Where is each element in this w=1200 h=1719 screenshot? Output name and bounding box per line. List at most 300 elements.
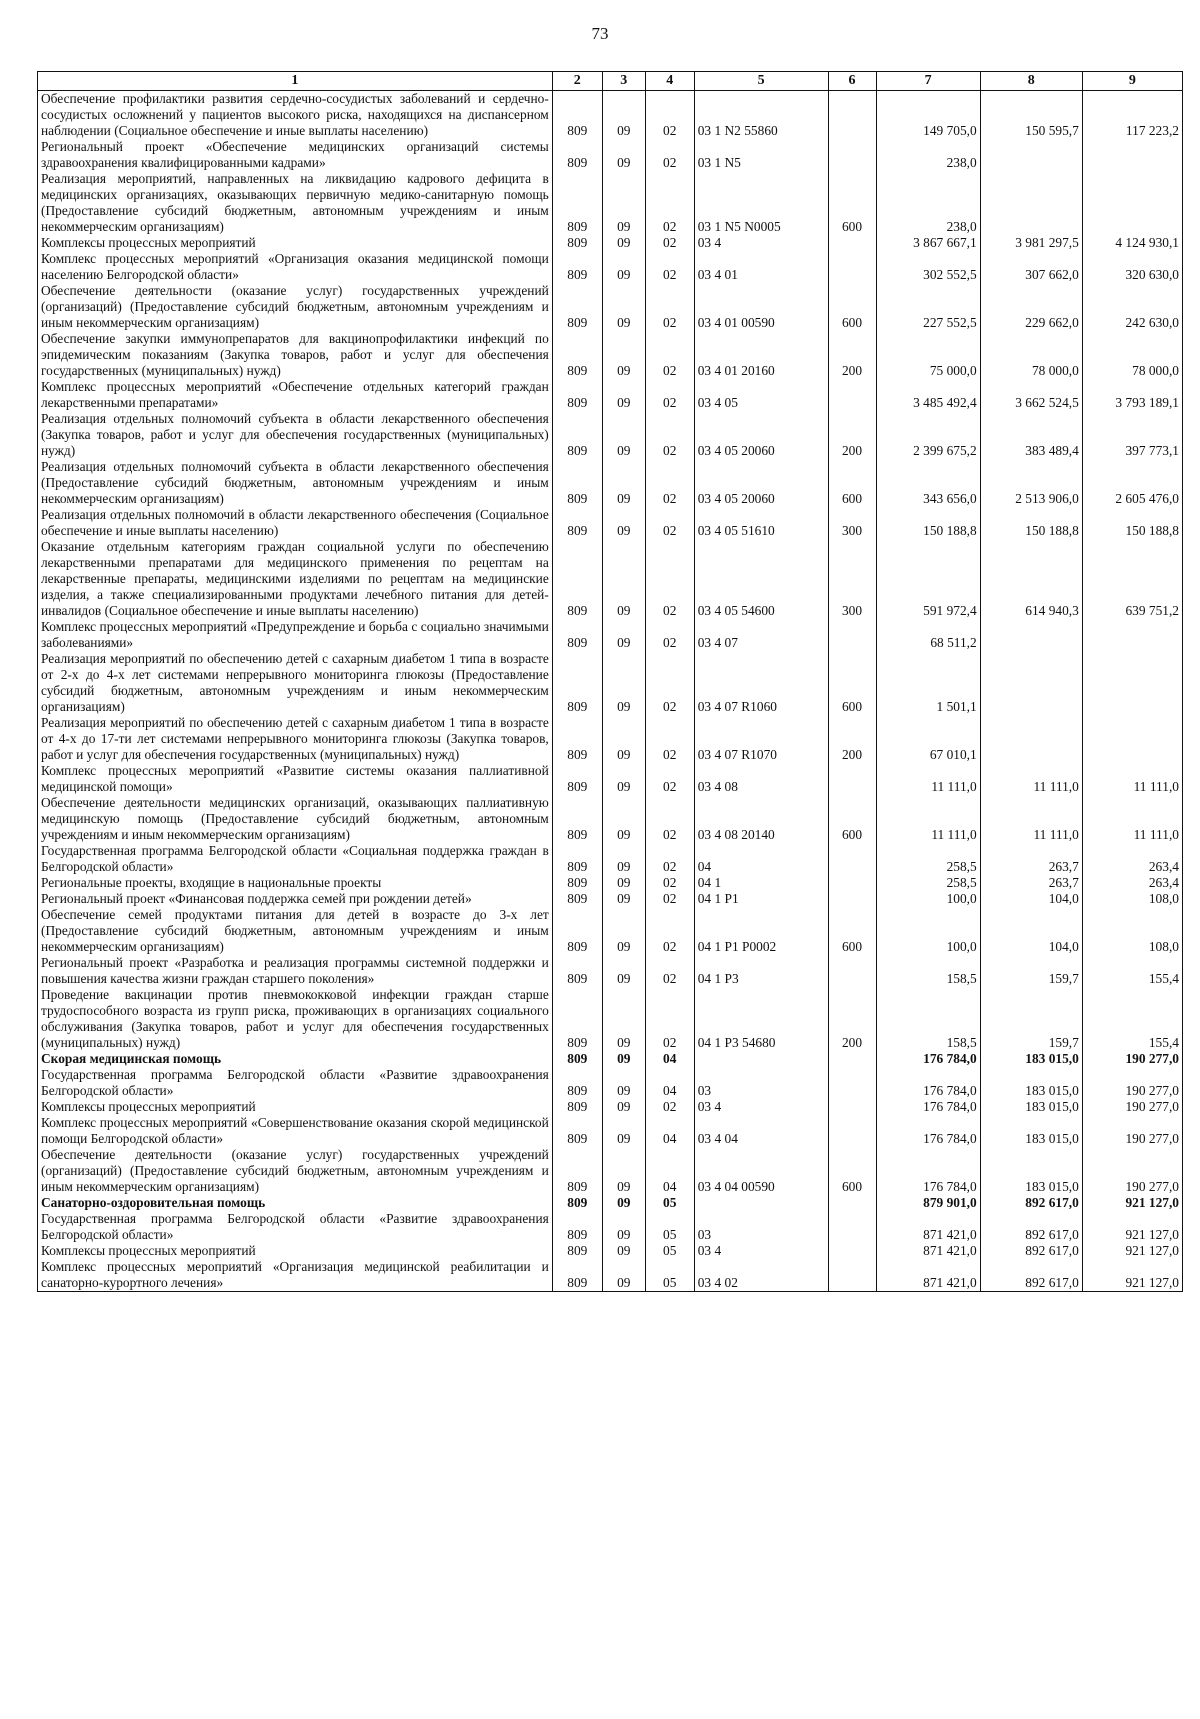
subsection-code-cell: 02 (645, 891, 694, 907)
table-row (38, 171, 1183, 235)
table-row (38, 459, 1183, 507)
table-row (38, 955, 1183, 987)
ved-code-cell: 809 (552, 1147, 602, 1195)
row-name-cell: Комплекс процессных мероприятий «Развитие системы оказания паллиативной медицинской помощи» (38, 763, 553, 795)
column-header: 1 (38, 72, 553, 91)
expense-type-cell (828, 1115, 876, 1147)
target-article-cell: 03 1 N2 55860 (694, 91, 828, 140)
table-row (38, 987, 1183, 1051)
expense-type-cell (828, 235, 876, 251)
amount-year2-cell: 183 015,0 (980, 1051, 1082, 1067)
expense-type-cell: 300 (828, 507, 876, 539)
row-name-cell: Комплекс процессных мероприятий «Организация оказания медицинской помощи населению Белгородской области» (38, 251, 553, 283)
subsection-code-cell: 02 (645, 171, 694, 235)
amount-year1-cell: 3 485 492,4 (876, 379, 980, 411)
expense-type-cell (828, 139, 876, 171)
target-article-cell: 03 4 (694, 1099, 828, 1115)
subsection-code-cell: 02 (645, 843, 694, 875)
amount-year1-cell: 238,0 (876, 139, 980, 171)
amount-year2-cell: 892 617,0 (980, 1243, 1082, 1259)
amount-year1-cell: 68 511,2 (876, 619, 980, 651)
table-row (38, 875, 1183, 891)
row-name-cell: Комплексы процессных мероприятий (38, 1243, 553, 1259)
amount-year1-cell: 871 421,0 (876, 1243, 980, 1259)
subsection-code-cell: 02 (645, 379, 694, 411)
amount-year1-cell: 67 010,1 (876, 715, 980, 763)
ved-code-cell: 809 (552, 763, 602, 795)
row-name-cell: Государственная программа Белгородской области «Развитие здравоохранения Белгородской области» (38, 1067, 553, 1099)
table-row (38, 1067, 1183, 1099)
amount-year3-cell: 108,0 (1082, 891, 1182, 907)
subsection-code-cell: 02 (645, 651, 694, 715)
section-code-cell: 09 (602, 171, 645, 235)
expense-type-cell (828, 619, 876, 651)
row-name-cell: Реализация отдельных полномочий в области лекарственного обеспечения (Социальное обеспечение и иные выплаты населению) (38, 507, 553, 539)
target-article-cell: 04 1 (694, 875, 828, 891)
target-article-cell: 03 4 05 20060 (694, 459, 828, 507)
table-row (38, 331, 1183, 379)
section-code-cell: 09 (602, 907, 645, 955)
section-code-cell: 09 (602, 411, 645, 459)
section-code-cell: 09 (602, 795, 645, 843)
target-article-cell: 04 (694, 843, 828, 875)
amount-year3-cell: 397 773,1 (1082, 411, 1182, 459)
target-article-cell: 03 4 (694, 235, 828, 251)
amount-year3-cell: 2 605 476,0 (1082, 459, 1182, 507)
target-article-cell: 04 1 P3 54680 (694, 987, 828, 1051)
amount-year3-cell: 320 630,0 (1082, 251, 1182, 283)
section-code-cell: 09 (602, 1067, 645, 1099)
column-header: 4 (645, 72, 694, 91)
row-name-cell: Скорая медицинская помощь (38, 1051, 553, 1067)
subsection-code-cell: 02 (645, 539, 694, 619)
amount-year2-cell: 183 015,0 (980, 1067, 1082, 1099)
amount-year1-cell: 591 972,4 (876, 539, 980, 619)
section-code-cell: 09 (602, 539, 645, 619)
amount-year3-cell: 190 277,0 (1082, 1067, 1182, 1099)
ved-code-cell: 809 (552, 1051, 602, 1067)
amount-year1-cell: 3 867 667,1 (876, 235, 980, 251)
ved-code-cell: 809 (552, 139, 602, 171)
section-code-cell: 09 (602, 1195, 645, 1211)
section-code-cell: 09 (602, 91, 645, 140)
expense-type-cell (828, 1259, 876, 1292)
amount-year2-cell: 11 111,0 (980, 795, 1082, 843)
section-code-cell: 09 (602, 235, 645, 251)
amount-year3-cell (1082, 619, 1182, 651)
amount-year3-cell: 263,4 (1082, 843, 1182, 875)
target-article-cell: 03 4 08 20140 (694, 795, 828, 843)
target-article-cell: 03 4 05 51610 (694, 507, 828, 539)
ved-code-cell: 809 (552, 715, 602, 763)
amount-year2-cell (980, 619, 1082, 651)
ved-code-cell: 809 (552, 507, 602, 539)
section-code-cell: 09 (602, 1147, 645, 1195)
target-article-cell: 03 4 05 (694, 379, 828, 411)
table-row (38, 1099, 1183, 1115)
amount-year2-cell: 183 015,0 (980, 1147, 1082, 1195)
amount-year3-cell (1082, 715, 1182, 763)
table-row (38, 251, 1183, 283)
table-row (38, 715, 1183, 763)
table-row (38, 235, 1183, 251)
amount-year2-cell: 892 617,0 (980, 1259, 1082, 1292)
section-code-cell: 09 (602, 875, 645, 891)
amount-year2-cell: 307 662,0 (980, 251, 1082, 283)
subsection-code-cell: 05 (645, 1259, 694, 1292)
amount-year3-cell: 117 223,2 (1082, 91, 1182, 140)
subsection-code-cell: 04 (645, 1115, 694, 1147)
amount-year1-cell: 871 421,0 (876, 1259, 980, 1292)
row-name-cell: Реализация отдельных полномочий субъекта в области лекарственного обеспечения (Закупка товаров, работ и услуг для обеспечения государственных (муниципальных) нужд) (38, 411, 553, 459)
section-code-cell: 09 (602, 459, 645, 507)
expense-type-cell (828, 891, 876, 907)
table-row (38, 619, 1183, 651)
table-row (38, 907, 1183, 955)
subsection-code-cell: 02 (645, 91, 694, 140)
amount-year2-cell: 104,0 (980, 907, 1082, 955)
section-code-cell: 09 (602, 843, 645, 875)
row-name-cell: Обеспечение семей продуктами питания для детей в возрасте до 3-х лет (Предоставление субсидий бюджетным, автономным учреждениям и иным некоммерческим организациям) (38, 907, 553, 955)
subsection-code-cell: 04 (645, 1051, 694, 1067)
section-code-cell: 09 (602, 1243, 645, 1259)
ved-code-cell: 809 (552, 795, 602, 843)
amount-year2-cell: 183 015,0 (980, 1115, 1082, 1147)
table-row (38, 763, 1183, 795)
expense-type-cell: 200 (828, 987, 876, 1051)
ved-code-cell: 809 (552, 251, 602, 283)
section-code-cell: 09 (602, 763, 645, 795)
table-row (38, 1147, 1183, 1195)
subsection-code-cell: 02 (645, 1099, 694, 1115)
expense-type-cell (828, 1099, 876, 1115)
expense-type-cell (828, 1067, 876, 1099)
amount-year1-cell: 149 705,0 (876, 91, 980, 140)
subsection-code-cell: 02 (645, 795, 694, 843)
amount-year3-cell: 921 127,0 (1082, 1195, 1182, 1211)
row-name-cell: Комплекс процессных мероприятий «Предупреждение и борьба с социально значимыми заболеваниями» (38, 619, 553, 651)
row-name-cell: Обеспечение закупки иммунопрепаратов для вакцинопрофилактики инфекций по эпидемическим показаниям (Закупка товаров, работ и услуг для обеспечения государственных (муниципальных) нужд) (38, 331, 553, 379)
target-article-cell (694, 1051, 828, 1067)
ved-code-cell: 809 (552, 1259, 602, 1292)
target-article-cell: 03 4 07 (694, 619, 828, 651)
column-header: 6 (828, 72, 876, 91)
expense-type-cell (828, 843, 876, 875)
section-code-cell: 09 (602, 139, 645, 171)
subsection-code-cell: 02 (645, 283, 694, 331)
column-header: 5 (694, 72, 828, 91)
row-name-cell: Региональный проект «Разработка и реализация программы системной поддержки и повышения качества жизни граждан старшего поколения» (38, 955, 553, 987)
ved-code-cell: 809 (552, 651, 602, 715)
target-article-cell: 03 4 05 54600 (694, 539, 828, 619)
expense-type-cell: 600 (828, 171, 876, 235)
expense-type-cell (828, 875, 876, 891)
target-article-cell: 03 (694, 1067, 828, 1099)
expense-type-cell (828, 91, 876, 140)
amount-year2-cell: 11 111,0 (980, 763, 1082, 795)
table-row (38, 1115, 1183, 1147)
section-code-cell: 09 (602, 987, 645, 1051)
target-article-cell (694, 1195, 828, 1211)
amount-year2-cell: 229 662,0 (980, 283, 1082, 331)
amount-year1-cell: 879 901,0 (876, 1195, 980, 1211)
target-article-cell: 03 4 (694, 1243, 828, 1259)
ved-code-cell: 809 (552, 379, 602, 411)
amount-year3-cell (1082, 651, 1182, 715)
section-code-cell: 09 (602, 1211, 645, 1243)
row-name-cell: Обеспечение деятельности медицинских организаций, оказывающих паллиативную медицинскую помощь (Предоставление субсидий бюджетным, автономным учреждениям и иным некоммерческим организациям) (38, 795, 553, 843)
row-name-cell: Обеспечение профилактики развития сердечно-сосудистых заболеваний и сердечно-сосудистых осложнений у пациентов высокого риска, находящихся на диспансерном наблюдении (Социальное обеспечение и иные выплаты населению) (38, 91, 553, 140)
table-row (38, 795, 1183, 843)
ved-code-cell: 809 (552, 171, 602, 235)
amount-year2-cell: 183 015,0 (980, 1099, 1082, 1115)
amount-year3-cell: 150 188,8 (1082, 507, 1182, 539)
table-row (38, 1243, 1183, 1259)
row-name-cell: Комплекс процессных мероприятий «Обеспечение отдельных категорий граждан лекарственными препаратами» (38, 379, 553, 411)
column-header: 8 (980, 72, 1082, 91)
subsection-code-cell: 04 (645, 1147, 694, 1195)
row-name-cell: Обеспечение деятельности (оказание услуг) государственных учреждений (организаций) (Предоставление субсидий бюджетным, автономным учреждениям и иным некоммерческим организациям) (38, 1147, 553, 1195)
target-article-cell: 03 4 08 (694, 763, 828, 795)
amount-year2-cell: 2 513 906,0 (980, 459, 1082, 507)
amount-year1-cell: 11 111,0 (876, 763, 980, 795)
target-article-cell: 03 4 04 (694, 1115, 828, 1147)
section-code-cell: 09 (602, 251, 645, 283)
subsection-code-cell: 05 (645, 1195, 694, 1211)
amount-year2-cell: 383 489,4 (980, 411, 1082, 459)
ved-code-cell: 809 (552, 539, 602, 619)
table-row (38, 507, 1183, 539)
row-name-cell: Государственная программа Белгородской области «Социальная поддержка граждан в Белгородской области» (38, 843, 553, 875)
expense-type-cell: 300 (828, 539, 876, 619)
ved-code-cell: 809 (552, 1115, 602, 1147)
row-name-cell: Реализация мероприятий по обеспечению детей с сахарным диабетом 1 типа в возрасте от 4-х до 17-ти лет системами непрерывного мониторинга глюкозы (Закупка товаров, работ и услуг для обеспечения государственных (муниципальных) нужд) (38, 715, 553, 763)
table-row (38, 539, 1183, 619)
target-article-cell: 03 4 01 00590 (694, 283, 828, 331)
row-name-cell: Комплекс процессных мероприятий «Организация медицинской реабилитации и санаторно-курортного лечения» (38, 1259, 553, 1292)
section-code-cell: 09 (602, 1051, 645, 1067)
ved-code-cell: 809 (552, 1099, 602, 1115)
ved-code-cell: 809 (552, 235, 602, 251)
row-name-cell: Государственная программа Белгородской области «Развитие здравоохранения Белгородской области» (38, 1211, 553, 1243)
subsection-code-cell: 02 (645, 955, 694, 987)
amount-year2-cell: 150 188,8 (980, 507, 1082, 539)
amount-year2-cell: 159,7 (980, 987, 1082, 1051)
section-code-cell: 09 (602, 891, 645, 907)
target-article-cell: 03 1 N5 N0005 (694, 171, 828, 235)
amount-year3-cell: 190 277,0 (1082, 1147, 1182, 1195)
amount-year1-cell: 150 188,8 (876, 507, 980, 539)
target-article-cell: 03 4 05 20060 (694, 411, 828, 459)
target-article-cell: 03 4 04 00590 (694, 1147, 828, 1195)
amount-year1-cell: 227 552,5 (876, 283, 980, 331)
amount-year3-cell: 155,4 (1082, 987, 1182, 1051)
amount-year1-cell: 158,5 (876, 955, 980, 987)
expense-type-cell: 600 (828, 459, 876, 507)
amount-year2-cell: 263,7 (980, 843, 1082, 875)
amount-year2-cell: 78 000,0 (980, 331, 1082, 379)
subsection-code-cell: 02 (645, 235, 694, 251)
amount-year2-cell: 614 940,3 (980, 539, 1082, 619)
section-code-cell: 09 (602, 619, 645, 651)
section-code-cell: 09 (602, 1115, 645, 1147)
amount-year3-cell: 190 277,0 (1082, 1051, 1182, 1067)
amount-year1-cell: 871 421,0 (876, 1211, 980, 1243)
row-name-cell: Обеспечение деятельности (оказание услуг) государственных учреждений (организаций) (Предоставление субсидий бюджетным, автономным учреждениям и иным некоммерческим организациям) (38, 283, 553, 331)
target-article-cell: 03 4 01 20160 (694, 331, 828, 379)
section-code-cell: 09 (602, 955, 645, 987)
expense-type-cell (828, 379, 876, 411)
amount-year3-cell: 921 127,0 (1082, 1259, 1182, 1292)
ved-code-cell: 809 (552, 1067, 602, 1099)
target-article-cell: 04 1 P1 P0002 (694, 907, 828, 955)
amount-year3-cell: 11 111,0 (1082, 763, 1182, 795)
column-number-header (38, 72, 1183, 91)
amount-year2-cell: 104,0 (980, 891, 1082, 907)
amount-year3-cell: 108,0 (1082, 907, 1182, 955)
amount-year2-cell: 3 662 524,5 (980, 379, 1082, 411)
table-row (38, 843, 1183, 875)
amount-year1-cell: 176 784,0 (876, 1067, 980, 1099)
target-article-cell: 04 1 P3 (694, 955, 828, 987)
amount-year1-cell: 258,5 (876, 875, 980, 891)
section-code-cell: 09 (602, 1099, 645, 1115)
table-row (38, 1211, 1183, 1243)
amount-year1-cell: 176 784,0 (876, 1099, 980, 1115)
row-name-cell: Комплексы процессных мероприятий (38, 1099, 553, 1115)
section-code-cell: 09 (602, 507, 645, 539)
amount-year3-cell: 3 793 189,1 (1082, 379, 1182, 411)
amount-year1-cell: 176 784,0 (876, 1051, 980, 1067)
column-header: 3 (602, 72, 645, 91)
amount-year3-cell: 242 630,0 (1082, 283, 1182, 331)
table-row (38, 283, 1183, 331)
row-name-cell: Региональный проект «Обеспечение медицинских организаций системы здравоохранения квалифицированными кадрами» (38, 139, 553, 171)
table-row (38, 651, 1183, 715)
subsection-code-cell: 02 (645, 987, 694, 1051)
amount-year2-cell (980, 651, 1082, 715)
amount-year3-cell: 190 277,0 (1082, 1099, 1182, 1115)
ved-code-cell: 809 (552, 331, 602, 379)
section-code-cell: 09 (602, 651, 645, 715)
expense-type-cell: 600 (828, 283, 876, 331)
table-row (38, 139, 1183, 171)
section-code-cell: 09 (602, 379, 645, 411)
subsection-code-cell: 05 (645, 1211, 694, 1243)
ved-code-cell: 809 (552, 875, 602, 891)
ved-code-cell: 809 (552, 459, 602, 507)
ved-code-cell: 809 (552, 891, 602, 907)
amount-year3-cell: 155,4 (1082, 955, 1182, 987)
subsection-code-cell: 02 (645, 331, 694, 379)
ved-code-cell: 809 (552, 411, 602, 459)
ved-code-cell: 809 (552, 843, 602, 875)
budget-table (37, 71, 1183, 1292)
subsection-code-cell: 02 (645, 619, 694, 651)
expense-type-cell (828, 763, 876, 795)
amount-year1-cell: 2 399 675,2 (876, 411, 980, 459)
target-article-cell: 03 4 01 (694, 251, 828, 283)
expense-type-cell: 200 (828, 331, 876, 379)
amount-year2-cell: 892 617,0 (980, 1211, 1082, 1243)
page-number: 73 (591, 24, 609, 43)
amount-year1-cell: 158,5 (876, 987, 980, 1051)
subsection-code-cell: 02 (645, 763, 694, 795)
expense-type-cell (828, 955, 876, 987)
amount-year3-cell: 190 277,0 (1082, 1115, 1182, 1147)
row-name-cell: Комплексы процессных мероприятий (38, 235, 553, 251)
amount-year3-cell (1082, 171, 1182, 235)
amount-year1-cell: 100,0 (876, 891, 980, 907)
subsection-code-cell: 02 (645, 715, 694, 763)
subsection-code-cell: 02 (645, 875, 694, 891)
column-header: 9 (1082, 72, 1182, 91)
row-name-cell: Региональные проекты, входящие в национальные проекты (38, 875, 553, 891)
amount-year1-cell: 302 552,5 (876, 251, 980, 283)
amount-year3-cell: 921 127,0 (1082, 1243, 1182, 1259)
amount-year2-cell: 3 981 297,5 (980, 235, 1082, 251)
amount-year1-cell: 343 656,0 (876, 459, 980, 507)
expense-type-cell (828, 1051, 876, 1067)
amount-year2-cell (980, 715, 1082, 763)
table-row (38, 1195, 1183, 1211)
target-article-cell: 03 4 07 R1060 (694, 651, 828, 715)
amount-year1-cell: 100,0 (876, 907, 980, 955)
amount-year3-cell: 4 124 930,1 (1082, 235, 1182, 251)
subsection-code-cell: 04 (645, 1067, 694, 1099)
section-code-cell: 09 (602, 283, 645, 331)
amount-year1-cell: 11 111,0 (876, 795, 980, 843)
expense-type-cell (828, 1211, 876, 1243)
ved-code-cell: 809 (552, 1211, 602, 1243)
amount-year3-cell: 11 111,0 (1082, 795, 1182, 843)
amount-year2-cell: 263,7 (980, 875, 1082, 891)
section-code-cell: 09 (602, 331, 645, 379)
subsection-code-cell: 02 (645, 411, 694, 459)
row-name-cell: Оказание отдельным категориям граждан социальной услуги по обеспечению лекарственными препаратами для медицинского применения по рецептам на лекарственные препараты, медицинскими изделиями по рецептам на медицинские изделия, а также специализированными продуктами лечебного питания для детей-инвалидов (Социальное обеспечение и иные выплаты населению) (38, 539, 553, 619)
amount-year2-cell: 892 617,0 (980, 1195, 1082, 1211)
ved-code-cell: 809 (552, 907, 602, 955)
amount-year1-cell: 75 000,0 (876, 331, 980, 379)
ved-code-cell: 809 (552, 955, 602, 987)
subsection-code-cell: 02 (645, 907, 694, 955)
amount-year3-cell: 639 751,2 (1082, 539, 1182, 619)
amount-year3-cell: 263,4 (1082, 875, 1182, 891)
table-row (38, 379, 1183, 411)
amount-year2-cell (980, 139, 1082, 171)
ved-code-cell: 809 (552, 283, 602, 331)
expense-type-cell (828, 1195, 876, 1211)
subsection-code-cell: 02 (645, 507, 694, 539)
expense-type-cell (828, 251, 876, 283)
target-article-cell: 04 1 P1 (694, 891, 828, 907)
table-row (38, 91, 1183, 140)
ved-code-cell: 809 (552, 1195, 602, 1211)
expense-type-cell: 600 (828, 795, 876, 843)
expense-type-cell: 200 (828, 715, 876, 763)
amount-year2-cell: 159,7 (980, 955, 1082, 987)
row-name-cell: Санаторно-оздоровительная помощь (38, 1195, 553, 1211)
subsection-code-cell: 02 (645, 139, 694, 171)
amount-year3-cell: 78 000,0 (1082, 331, 1182, 379)
section-code-cell: 09 (602, 1259, 645, 1292)
amount-year2-cell: 150 595,7 (980, 91, 1082, 140)
expense-type-cell: 600 (828, 1147, 876, 1195)
target-article-cell: 03 4 02 (694, 1259, 828, 1292)
section-code-cell: 09 (602, 715, 645, 763)
ved-code-cell: 809 (552, 619, 602, 651)
subsection-code-cell: 02 (645, 459, 694, 507)
